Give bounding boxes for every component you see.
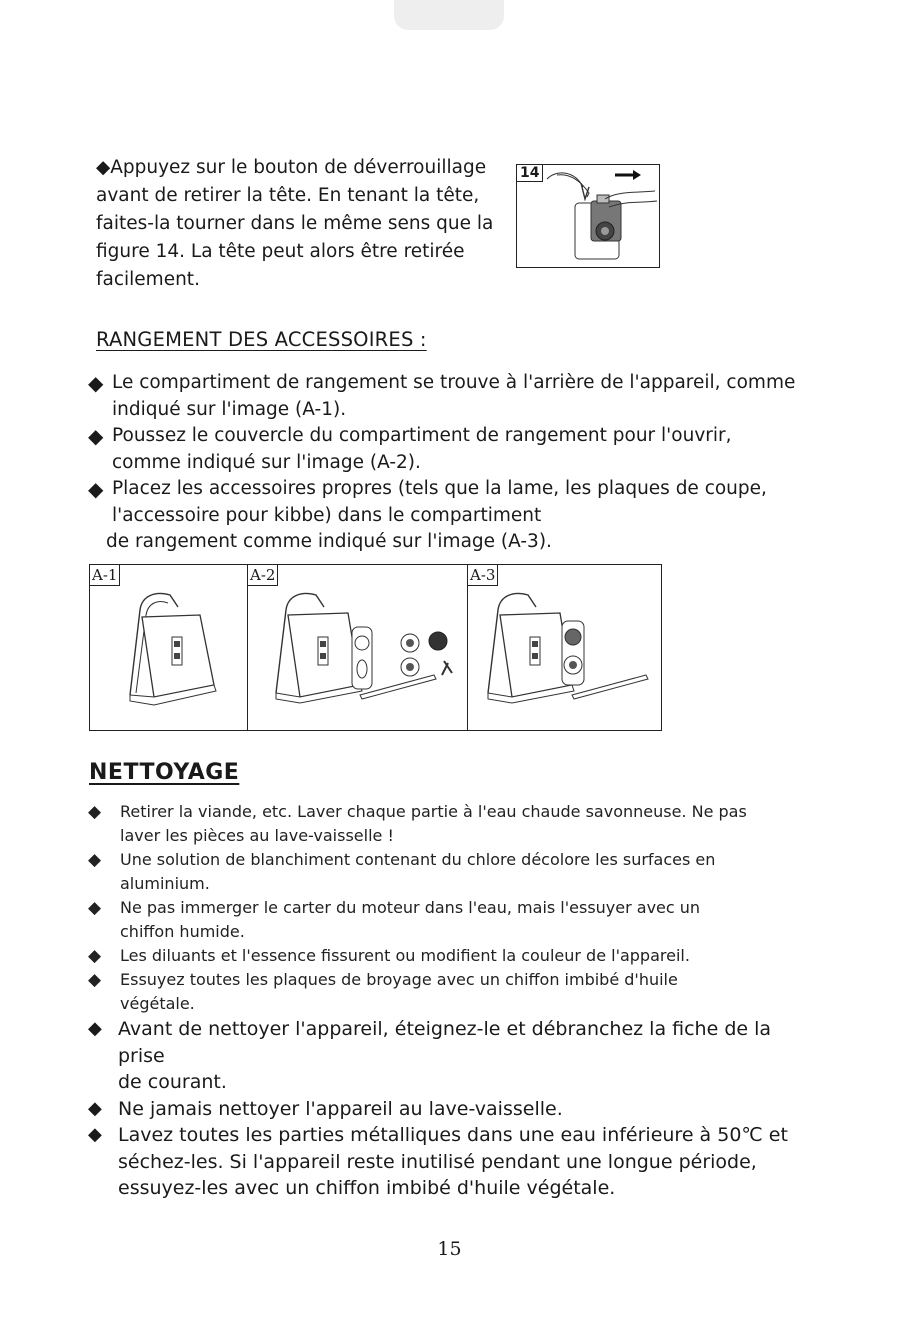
bullet-diamond: ◆ bbox=[88, 1097, 102, 1119]
list-item bbox=[88, 968, 808, 1016]
top-tab bbox=[394, 0, 504, 30]
figure-a1-illustration bbox=[90, 565, 247, 730]
item-line: Lavez toutes les parties métalliques dans une eau inférieure à 50℃ et bbox=[118, 1124, 788, 1146]
figure-a3 bbox=[467, 565, 661, 730]
intro-paragraph bbox=[96, 154, 516, 294]
list-item bbox=[88, 1096, 808, 1123]
heading-rangement: RANGEMENT DES ACCESSOIRES : bbox=[96, 328, 427, 351]
figure-a2-label: A-2 bbox=[247, 564, 278, 586]
item-line: Le compartiment de rangement se trouve à l'arrière de l'appareil, comme bbox=[112, 372, 796, 393]
item-line: Retirer la viande, etc. Laver chaque partie à l'eau chaude savonneuse. Ne pas bbox=[120, 802, 747, 821]
list-item bbox=[88, 1016, 808, 1096]
bullet-diamond: ◆ bbox=[88, 1018, 102, 1039]
list-item bbox=[88, 1122, 808, 1202]
bullet-diamond: ◆ bbox=[88, 850, 102, 870]
item-line: de rangement comme indiqué sur l'image (A-3). bbox=[106, 531, 552, 552]
list-item bbox=[88, 800, 808, 848]
bullet-diamond: ◆ bbox=[88, 371, 104, 395]
item-line: Ne jamais nettoyer l'appareil au lave-vaisselle. bbox=[118, 1097, 563, 1120]
storage-figures bbox=[89, 564, 662, 731]
item-line: Essuyez toutes les plaques de broyage avec un chiffon imbibé d'huile bbox=[120, 970, 678, 989]
bullet-diamond: ◆ bbox=[88, 477, 104, 501]
bullet-diamond: ◆ bbox=[96, 157, 111, 178]
nettoyage-large-list bbox=[88, 1016, 808, 1202]
item-line: comme indiqué sur l'image (A-2). bbox=[112, 451, 421, 473]
figure-a1-label: A-1 bbox=[89, 564, 120, 586]
item-line: Les diluants et l'essence fissurent ou modifient la couleur de l'appareil. bbox=[120, 946, 690, 965]
figure-a2-illustration bbox=[248, 565, 467, 730]
figure-14 bbox=[516, 164, 660, 268]
item-line: indiqué sur l'image (A-1). bbox=[112, 398, 347, 420]
rangement-list bbox=[88, 370, 848, 556]
heading-nettoyage: NETTOYAGE bbox=[89, 760, 240, 785]
bullet-diamond: ◆ bbox=[88, 1124, 102, 1145]
bullet-diamond: ◆ bbox=[88, 424, 104, 448]
item-line: Poussez le couvercle du compartiment de rangement pour l'ouvrir, bbox=[112, 425, 732, 446]
list-item bbox=[88, 370, 848, 423]
figure-a2 bbox=[247, 565, 467, 730]
page-number: 15 bbox=[437, 1238, 462, 1260]
item-line: de courant. bbox=[118, 1071, 227, 1093]
list-item bbox=[88, 848, 808, 896]
item-line: chiffon humide. bbox=[120, 922, 245, 941]
item-line: végétale. bbox=[120, 994, 195, 1013]
item-line: Une solution de blanchiment contenant du chlore décolore les surfaces en bbox=[120, 850, 716, 869]
figure-a3-label: A-3 bbox=[467, 564, 498, 586]
figure-14-label: 14 bbox=[516, 164, 543, 182]
intro-text: Appuyez sur le bouton de déverrouillage avant de retirer la tête. En tenant la tête, faites-la tourner dans le même sens que la figure 14. La tête peut alors être retirée facilement. bbox=[96, 157, 494, 290]
bullet-diamond: ◆ bbox=[88, 802, 102, 822]
list-item bbox=[88, 423, 848, 476]
item-line: essuyez-les avec un chiffon imbibé d'huile végétale. bbox=[118, 1177, 616, 1199]
bullet-diamond: ◆ bbox=[88, 898, 102, 918]
list-item bbox=[88, 944, 808, 968]
list-item bbox=[88, 896, 808, 944]
bullet-diamond: ◆ bbox=[88, 946, 102, 966]
figure-a3-illustration bbox=[468, 565, 662, 730]
item-line: Ne pas immerger le carter du moteur dans l'eau, mais l'essuyer avec un bbox=[120, 898, 701, 917]
item-line: Avant de nettoyer l'appareil, éteignez-le et débranchez la fiche de la prise bbox=[118, 1018, 772, 1067]
figure-a1 bbox=[90, 565, 247, 730]
item-line: l'accessoire pour kibbe) dans le compartiment bbox=[112, 504, 542, 526]
item-line: aluminium. bbox=[120, 874, 210, 893]
item-line: Placez les accessoires propres (tels que la lame, les plaques de coupe, bbox=[112, 478, 767, 499]
item-line: séchez-les. Si l'appareil reste inutilisé pendant une longue période, bbox=[118, 1150, 757, 1173]
bullet-diamond: ◆ bbox=[88, 970, 102, 990]
nettoyage-small-list bbox=[88, 800, 808, 1016]
list-item bbox=[88, 476, 848, 556]
item-line: laver les pièces au lave-vaisselle ! bbox=[120, 826, 394, 845]
